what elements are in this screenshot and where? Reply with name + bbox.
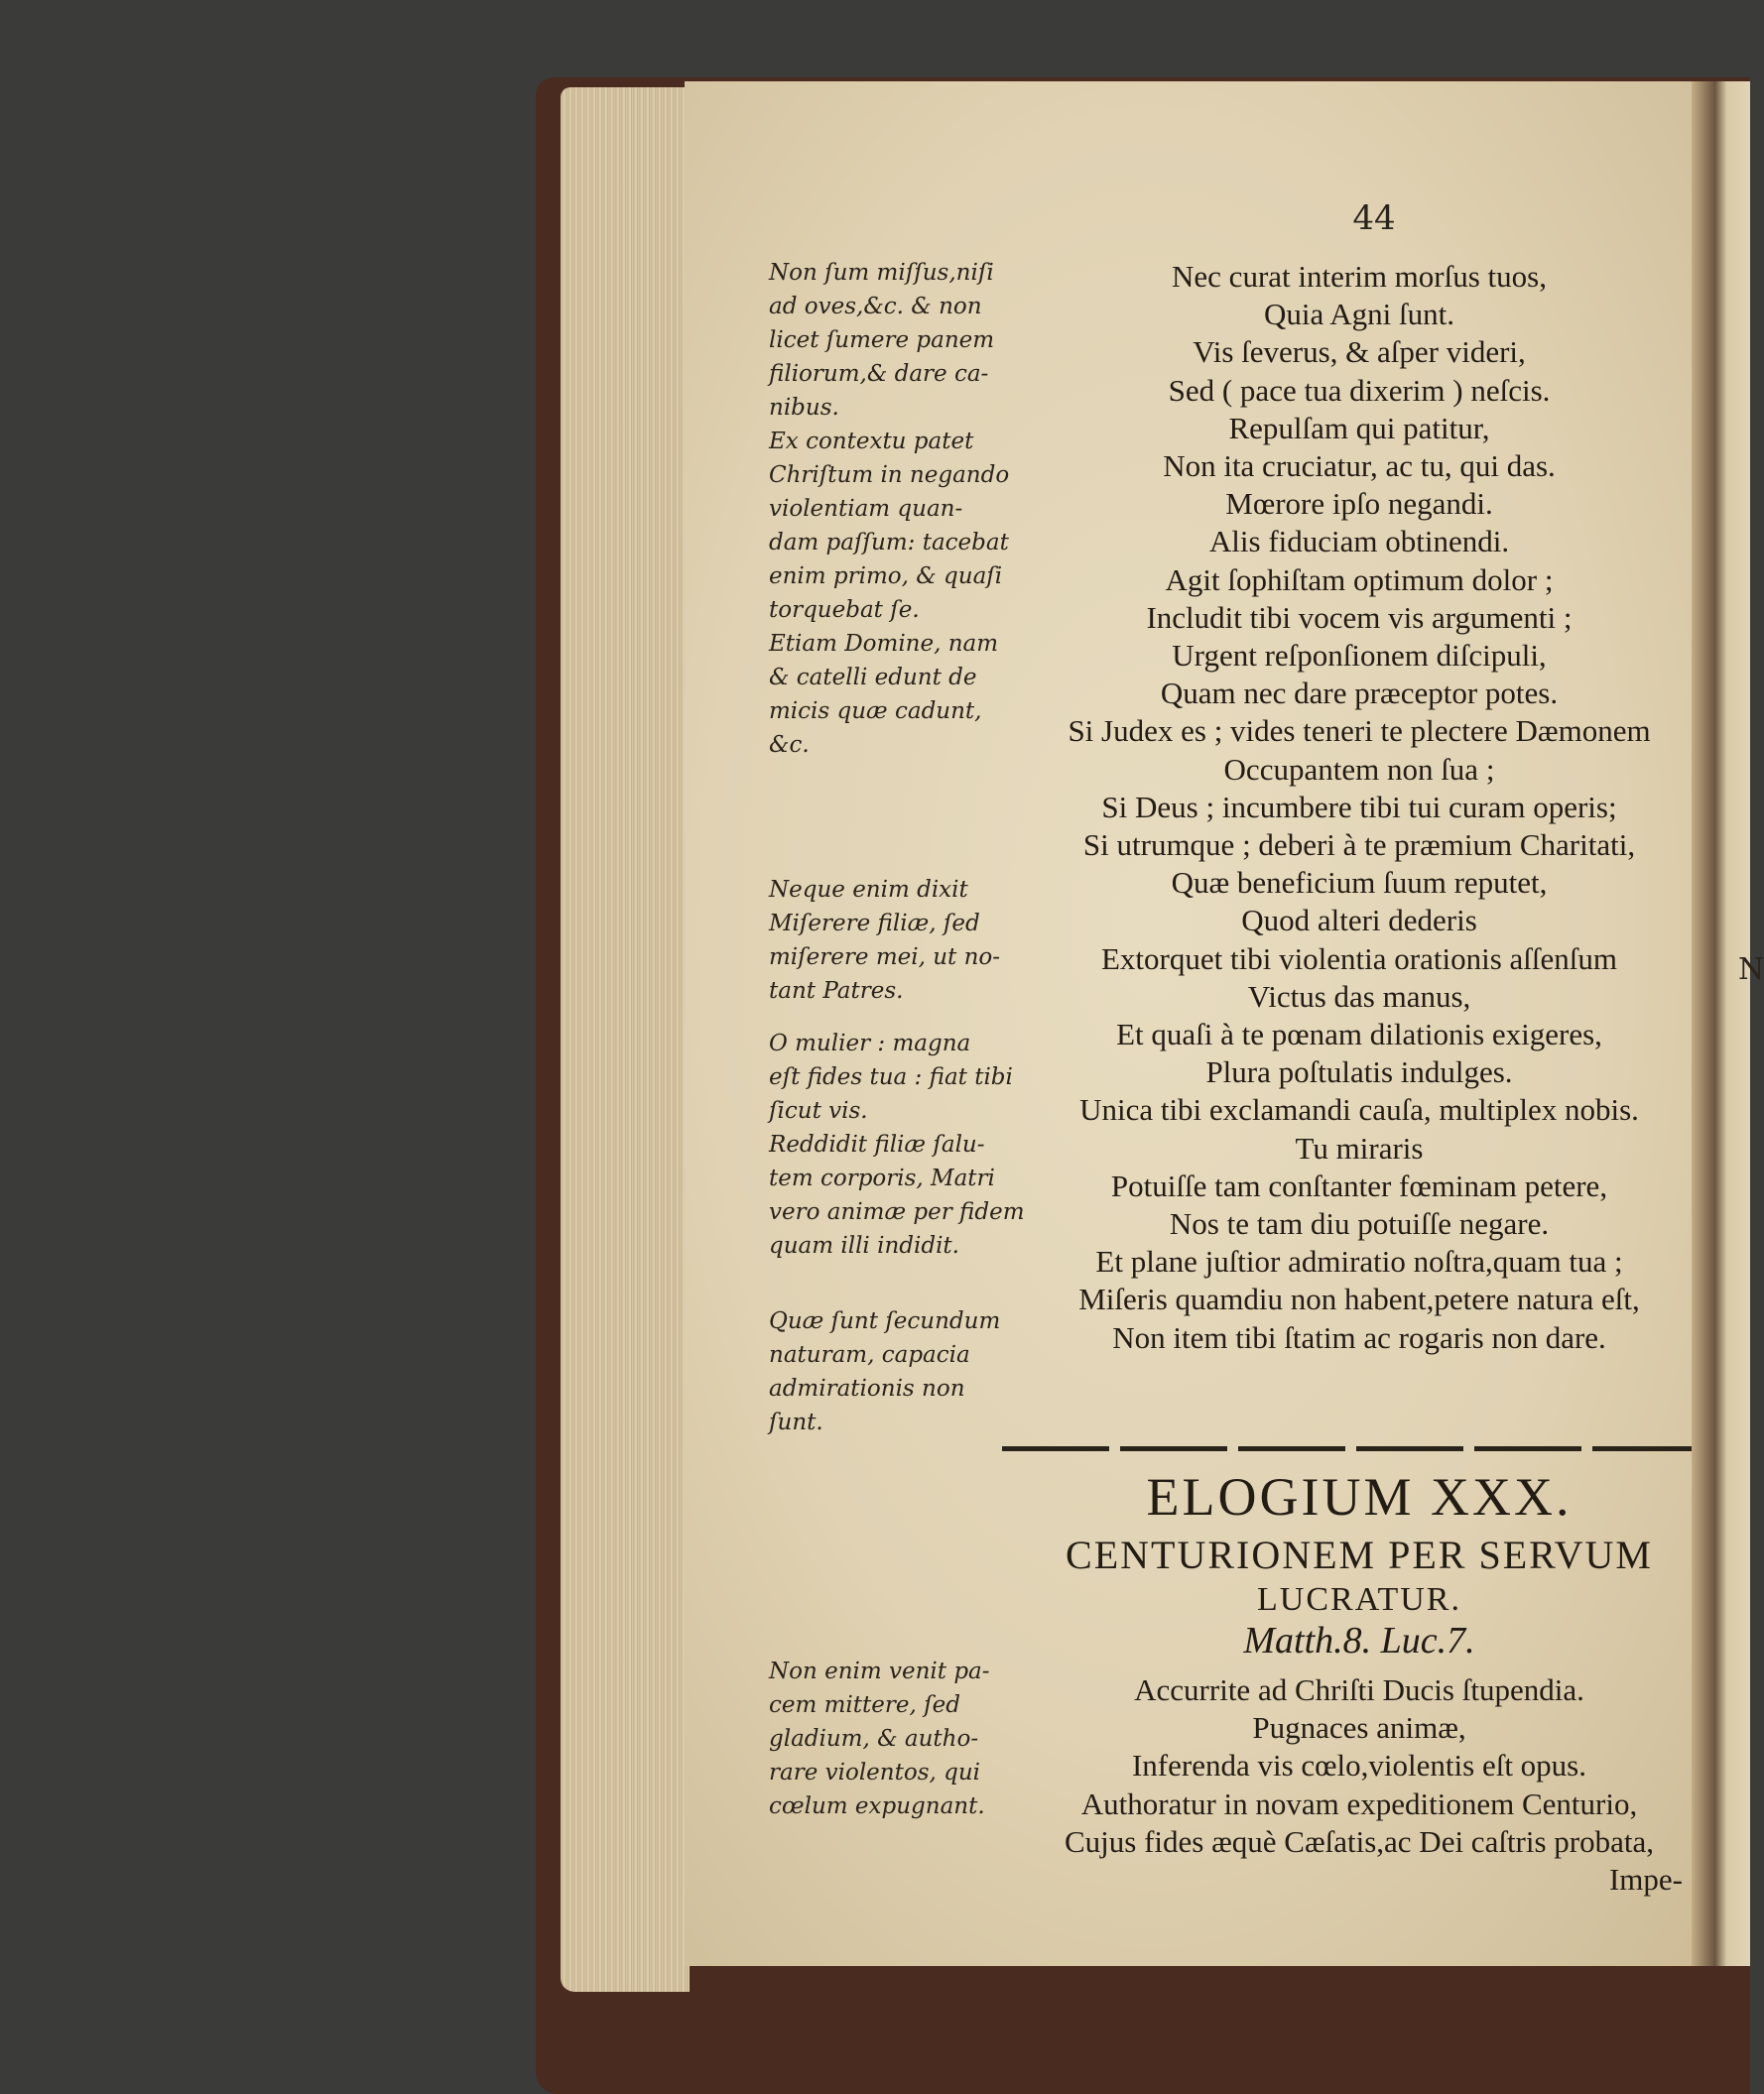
- book-gutter: [1692, 81, 1750, 1966]
- note-line: gladium, & autho-: [769, 1726, 979, 1752]
- margin-note-2: [769, 873, 1027, 1008]
- text-line: Includit tibi vocem vis argumenti ;: [1146, 599, 1573, 635]
- note-line: tant Patres.: [769, 978, 904, 1004]
- text-line: Quia Agni ſunt.: [1263, 297, 1455, 332]
- text-line: Agit ſophiſtam optimum dolor ;: [1165, 561, 1554, 597]
- text-line: Miſeris quamdiu non habent,petere natura eſt,: [1078, 1282, 1640, 1317]
- margin-note-3: [769, 1027, 1027, 1263]
- text-line: Cujus fides æquè Cæſatis,ac Dei caſtris probata,: [1064, 1823, 1655, 1859]
- text-line: Non item tibi ſtatim ac rogaris non dare.: [1112, 1319, 1606, 1355]
- text-line: Si Judex es ; vides teneri te plectere Dæmonem: [1068, 713, 1651, 749]
- text-line: Unica tibi exclamandi cauſa, multiplex nobis.: [1079, 1092, 1639, 1128]
- text-line: Vis ſeverus, & aſper videri,: [1193, 334, 1526, 370]
- note-line: eſt fides tua : fiat tibi: [769, 1064, 1013, 1090]
- text-line: Et plane juſtior admiratio noſtra,quam tua ;: [1095, 1244, 1623, 1280]
- note-line: rare violentos, qui: [769, 1760, 981, 1786]
- page-number: 44: [1352, 198, 1396, 238]
- note-line: nibus.: [769, 395, 839, 421]
- text-line: Repulſam qui patitur,: [1228, 410, 1490, 445]
- elogium-subtitle: CENTURIONEM PER SERVUM: [1066, 1533, 1653, 1577]
- note-line: ad oves,&c. & non: [769, 294, 982, 319]
- margin-note-5: [769, 1655, 1027, 1823]
- note-line: Quæ ſunt ſecundum: [769, 1308, 1001, 1334]
- note-line: cœlum expugnant.: [769, 1793, 985, 1819]
- page-edges: [561, 87, 690, 1992]
- catchword: Impe-: [1608, 1862, 1683, 1898]
- text-line: Nos te tam diu potuiſſe negare.: [1169, 1206, 1550, 1242]
- note-line: Reddidit filiæ ſalu-: [769, 1132, 985, 1158]
- note-line: vero animæ per fidem: [769, 1199, 1025, 1225]
- elogium-text: [1032, 1671, 1687, 1899]
- main-text: [1032, 258, 1687, 1357]
- text-line: Potuiſſe tam conſtanter fœminam petere,: [1110, 1168, 1608, 1203]
- note-line: admirationis non: [769, 1376, 965, 1402]
- text-line: Authoratur in novam expeditionem Centurio,: [1080, 1786, 1638, 1821]
- note-line: Etiam Domine, nam: [769, 631, 999, 657]
- text-line: Urgent reſponſionem diſcipuli,: [1172, 638, 1547, 674]
- note-line: naturam, capacia: [769, 1342, 970, 1368]
- note-line: tem corporis, Matri: [769, 1166, 995, 1191]
- text-line: Sed ( pace tua dixerim ) neſcis.: [1168, 372, 1551, 408]
- text-line: Inferenda vis cœlo,violentis eſt opus.: [1131, 1748, 1586, 1784]
- text-line: Non ita cruciatur, ac tu, qui das.: [1163, 448, 1556, 484]
- note-line: licet ſumere panem: [769, 327, 995, 353]
- text-line: Extorquet tibi violentia orationis aſſenſum: [1100, 940, 1617, 976]
- elogium-title: ELOGIUM XXX.: [1146, 1467, 1573, 1527]
- scripture-reference: Matth.8. Luc.7.: [1243, 1620, 1475, 1662]
- note-line: miſerere mei, ut no-: [769, 944, 1001, 970]
- text-line: Nec curat interim morſus tuos,: [1172, 259, 1547, 294]
- note-line: cem mittere, ſed: [769, 1692, 960, 1718]
- note-line: & catelli edunt de: [769, 665, 977, 690]
- text-line: Quod alteri dederis: [1241, 903, 1477, 938]
- text-line: Mœrore ipſo negandi.: [1225, 486, 1493, 522]
- text-line: Victus das manus,: [1247, 978, 1471, 1014]
- note-line: quam illi indidit.: [769, 1233, 959, 1259]
- text-line: Alis fiduciam obtinendi.: [1208, 524, 1510, 559]
- note-line: Neque enim dixit: [769, 877, 968, 903]
- next-page-mark: N: [1738, 952, 1764, 987]
- text-line: Si utrumque ; deberi à te præmium Charitati,: [1082, 827, 1636, 863]
- text-line: Pugnaces animæ,: [1252, 1710, 1466, 1746]
- note-line: Non enim venit pa-: [769, 1659, 990, 1684]
- note-line: Non ſum miſſus,niſi: [769, 260, 994, 286]
- margin-note-4: [769, 1304, 1027, 1439]
- note-line: Ex contextu patet: [769, 429, 974, 454]
- note-line: ſicut vis.: [769, 1098, 868, 1124]
- text-line: Si Deus ; incumbere tibi tui curam operis;: [1101, 789, 1617, 824]
- note-line: O mulier : magna: [769, 1031, 971, 1056]
- text-line: Plura poſtulatis indulges.: [1205, 1054, 1513, 1090]
- text-line: Quæ beneficium ſuum reputet,: [1171, 865, 1548, 901]
- text-line: Occupantem non ſua ;: [1223, 751, 1495, 787]
- note-line: &c.: [769, 732, 810, 758]
- note-line: violentiam quan-: [769, 496, 963, 522]
- text-line: Et quaſi à te pœnam dilationis exigeres,: [1116, 1017, 1602, 1052]
- note-line: torquebat ſe.: [769, 597, 920, 623]
- margin-note-1: [769, 256, 1027, 762]
- note-line: ſunt.: [769, 1410, 823, 1435]
- section-divider: [1002, 1446, 1692, 1452]
- note-line: micis quæ cadunt,: [769, 698, 982, 724]
- note-line: filiorum,& dare ca-: [769, 361, 989, 387]
- text-line: Tu miraris: [1295, 1130, 1424, 1166]
- text-line: Accurrite ad Chriſti Ducis ſtupendia.: [1134, 1672, 1584, 1707]
- note-line: enim primo, & quaſi: [769, 563, 1003, 589]
- text-line: Quam nec dare præceptor potes.: [1160, 676, 1559, 711]
- note-line: Miſerere filiæ, ſed: [769, 911, 980, 936]
- note-line: Chriſtum in negando: [769, 462, 1010, 488]
- note-line: dam paſſum: tacebat: [769, 530, 1009, 555]
- elogium-subtitle-2: LUCRATUR.: [1257, 1581, 1461, 1618]
